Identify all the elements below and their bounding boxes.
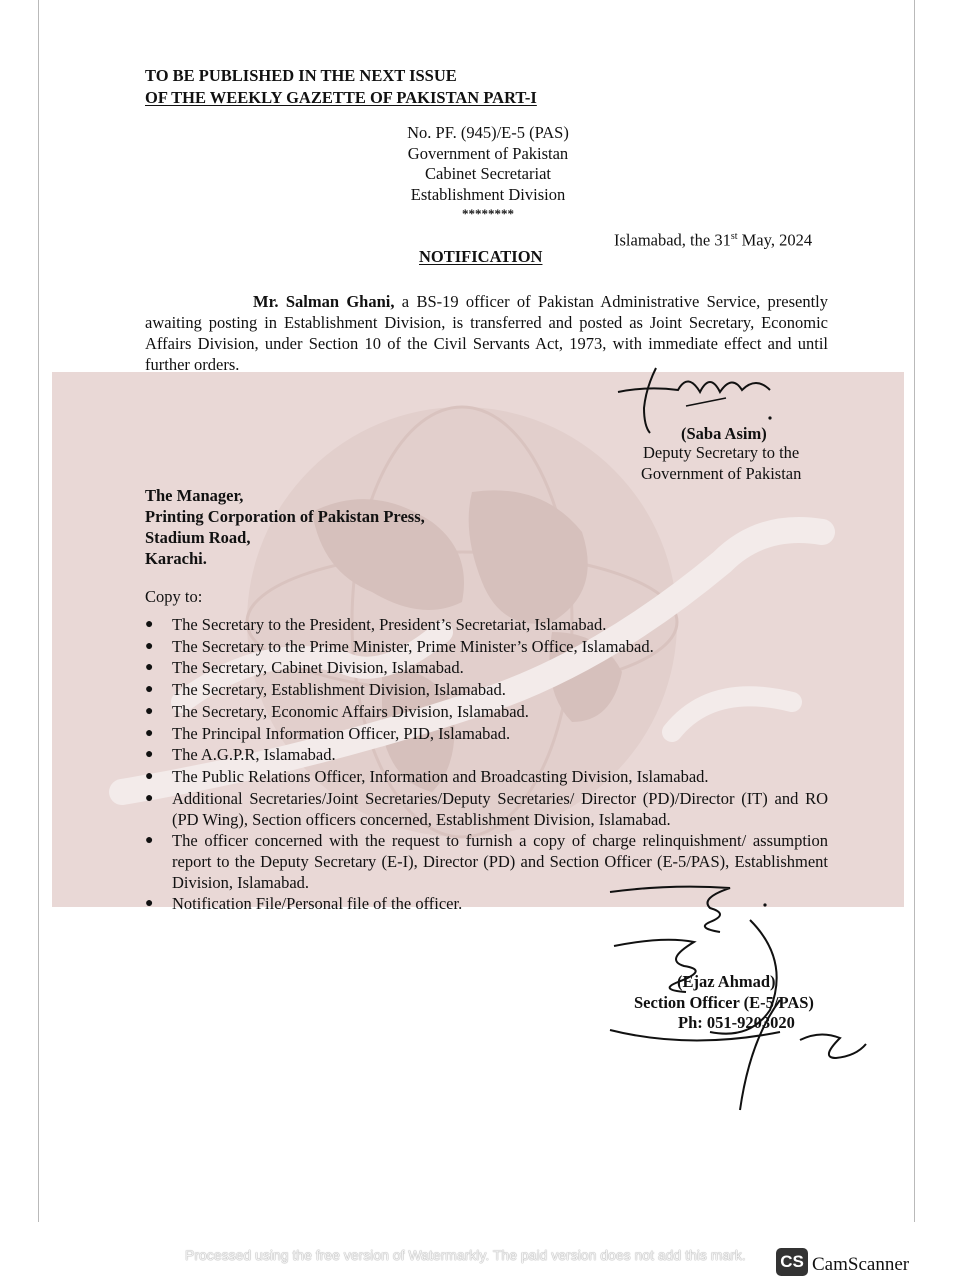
list-item: [145, 636, 828, 658]
signatory1-designation-line1: Deputy Secretary to the: [643, 443, 800, 462]
list-item: [145, 701, 828, 723]
officer-name: Mr. Salman Ghani,: [253, 292, 395, 311]
list-item-text: The officer concerned with the request to furnish a copy of charge relinquishment/ assumption report to the Deputy Secretary (E-I), Director (PD) and Section Officer (E-5/PAS), Establishment Division, Islamabad.: [172, 830, 828, 892]
copy-to-label: Copy to:: [145, 587, 203, 606]
camscanner-logo-icon: CS: [776, 1248, 808, 1276]
signature-ejaz-ahmad-icon: [600, 880, 880, 1120]
stars-separator: ********: [462, 206, 514, 221]
date-rest: May, 2024: [737, 230, 813, 250]
reference-number: No. PF. (945)/E-5 (PAS): [407, 123, 569, 142]
bullet-icon: ●: [145, 638, 154, 654]
signatory1-designation-line2: Government of Pakistan: [641, 464, 802, 483]
addressee-line3: Stadium Road,: [145, 528, 251, 547]
list-item: [145, 723, 828, 745]
bullet-icon: ●: [145, 682, 154, 698]
gazette-header-line1: TO BE PUBLISHED IN THE NEXT ISSUE: [145, 66, 457, 85]
signatory1-name: (Saba Asim): [681, 424, 767, 443]
list-item-text: The Principal Information Officer, PID, Islamabad.: [172, 723, 511, 743]
signatory2-name: (Ejaz Ahmad): [677, 972, 776, 991]
list-item-text: The Secretary, Economic Affairs Division, Islamabad.: [172, 701, 529, 721]
list-item-text: The Secretary to the President, President’s Secretariat, Islamabad.: [172, 615, 607, 634]
body-text: a BS-19 officer of Pakistan Administrative Service, presently awaiting posting in Establishment Division, is transferred and posted as Joint Secretary, Economic Affairs Division, under Section 10 of the Civil Servants Act, 1973, with immediate effect and until further orders.: [145, 292, 829, 374]
signatory2-phone: Ph: 051-9203020: [678, 1013, 795, 1032]
list-item: [145, 788, 828, 830]
list-item: [145, 679, 828, 701]
bullet-icon: ●: [145, 725, 154, 741]
list-item-text: The A.G.P.R, Islamabad.: [172, 745, 336, 765]
bullet-icon: ●: [145, 660, 154, 676]
list-item-text: The Secretary, Cabinet Division, Islamabad.: [172, 658, 464, 678]
list-item-text: Notification File/Personal file of the officer.: [172, 893, 463, 913]
date-prefix: Islamabad, the 31: [614, 230, 731, 250]
issuer-division: Establishment Division: [410, 185, 566, 204]
issue-date: [614, 227, 812, 251]
date-suffix: st: [730, 231, 738, 242]
list-item: [145, 657, 828, 679]
list-item: [145, 744, 828, 766]
list-item-text: Additional Secretaries/Joint Secretaries/Deputy Secretaries/ Director (PD)/Director (IT) and RO (PD Wing), Section officers concerned, Establishment Division, Islamabad.: [172, 788, 828, 829]
addressee-line4: Karachi.: [145, 549, 207, 568]
bullet-icon: ●: [145, 703, 154, 719]
watermarkly-notice: Processed using the free version of Watermarkly. The paid version does not add this mark.: [185, 1247, 746, 1263]
list-item-text: The Secretary to the Prime Minister, Prime Minister’s Office, Islamabad.: [172, 636, 654, 656]
signature-saba-asim-icon: [608, 360, 788, 440]
notification-title: NOTIFICATION: [419, 247, 543, 266]
copy-to-list: [145, 614, 828, 914]
addressee-line1: The Manager,: [145, 486, 244, 505]
bullet-icon: ●: [145, 747, 154, 763]
list-item-text: The Secretary, Establishment Division, Islamabad.: [172, 680, 506, 700]
camscanner-label: CamScanner: [812, 1254, 910, 1275]
issuer-government: Government of Pakistan: [407, 144, 569, 163]
issuer-secretariat: Cabinet Secretariat: [425, 164, 551, 183]
bullet-icon: ●: [145, 790, 154, 806]
list-item-text: The Public Relations Officer, Information and Broadcasting Division, Islamabad.: [172, 766, 709, 786]
bullet-icon: ●: [145, 768, 154, 784]
bullet-icon: ●: [145, 895, 154, 911]
list-item: [145, 614, 828, 636]
bullet-icon: ●: [145, 832, 154, 848]
gazette-header-line2: OF THE WEEKLY GAZETTE OF PAKISTAN PART-I: [145, 88, 537, 107]
signatory2-designation: Section Officer (E-5/PAS): [634, 993, 814, 1012]
list-item: [145, 766, 828, 788]
addressee-line2: Printing Corporation of Pakistan Press,: [145, 507, 425, 526]
bullet-icon: ●: [145, 617, 154, 632]
